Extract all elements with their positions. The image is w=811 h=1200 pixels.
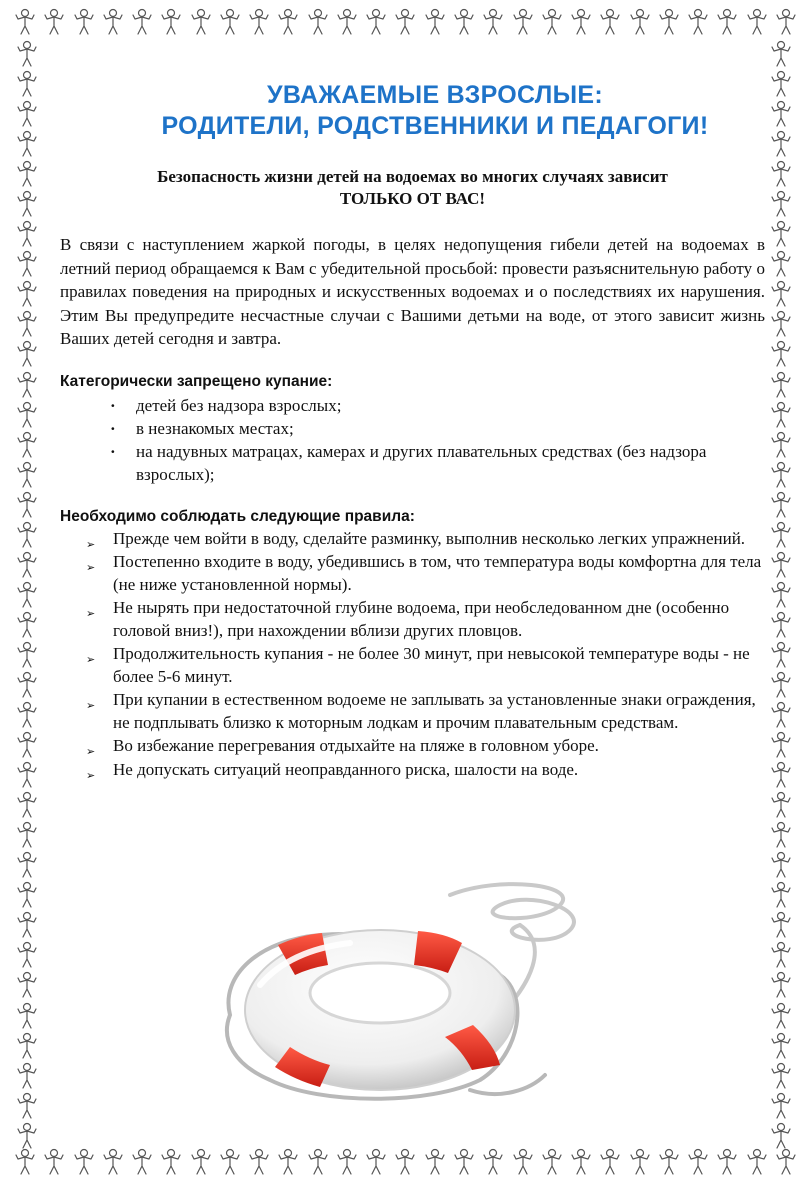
child-figure-icon (482, 1148, 504, 1176)
child-figure-icon (775, 8, 797, 36)
child-figure-icon (16, 1092, 38, 1120)
border-bottom (14, 1148, 797, 1178)
notice-content (60, 80, 765, 782)
child-figure-icon (599, 1148, 621, 1176)
child-figure-icon (770, 941, 792, 969)
rules-heading: Необходимо соблюдать следующие правила: (60, 507, 415, 525)
child-figure-icon (424, 8, 446, 36)
child-figure-icon (512, 1148, 534, 1176)
child-figure-icon (541, 8, 563, 36)
list-item: · в незнакомых местах; (110, 417, 765, 440)
child-figure-icon (336, 8, 358, 36)
child-figure-icon (770, 280, 792, 308)
child-figure-icon (16, 581, 38, 609)
child-figure-icon (102, 8, 124, 36)
child-figure-icon (16, 851, 38, 879)
child-figure-icon (16, 551, 38, 579)
child-figure-icon (14, 8, 36, 36)
child-figure-icon (131, 1148, 153, 1176)
child-figure-icon (394, 1148, 416, 1176)
child-figure-icon (770, 371, 792, 399)
child-figure-icon (770, 911, 792, 939)
list-item-text: При купании в естественном водоеме не заплывать за установленные знаки ограждения, не подплывать близко к моторным лодкам и прочим плавательным средствам. (113, 690, 756, 732)
child-figure-icon (16, 881, 38, 909)
child-figure-icon (770, 190, 792, 218)
child-figure-icon (16, 431, 38, 459)
child-figure-icon (219, 8, 241, 36)
child-figure-icon (248, 1148, 270, 1176)
rules-section (60, 506, 765, 782)
child-figure-icon (629, 1148, 651, 1176)
child-figure-icon (770, 641, 792, 669)
child-figure-icon (770, 551, 792, 579)
child-figure-icon (658, 8, 680, 36)
child-figure-icon (16, 521, 38, 549)
child-figure-icon (16, 100, 38, 128)
arrow-bullet-icon: ➢ (86, 699, 96, 712)
child-figure-icon (770, 971, 792, 999)
list-item (86, 643, 765, 688)
child-figure-icon (16, 611, 38, 639)
list-item (86, 735, 765, 758)
child-figure-icon (770, 310, 792, 338)
child-figure-icon (16, 671, 38, 699)
child-figure-icon (770, 881, 792, 909)
child-figure-icon (770, 821, 792, 849)
arrow-bullet-icon: ➢ (86, 768, 96, 782)
child-figure-icon (770, 220, 792, 248)
child-figure-icon (16, 971, 38, 999)
child-figure-icon (16, 731, 38, 759)
child-figure-icon (336, 1148, 358, 1176)
child-figure-icon (102, 1148, 124, 1176)
child-figure-icon (16, 160, 38, 188)
child-figure-icon (248, 8, 270, 36)
child-figure-icon (629, 8, 651, 36)
list-item-text: Продолжительность купания - не более 30 минут, при невысокой температуре воды - не более 5-6 минут. (113, 644, 750, 686)
child-figure-icon (770, 1032, 792, 1060)
forbidden-heading: Категорически запрещено купание: (60, 372, 333, 390)
child-figure-icon (746, 1148, 768, 1176)
child-figure-icon (16, 401, 38, 429)
forbidden-section (60, 371, 765, 486)
child-figure-icon (770, 40, 792, 68)
subtitle-line-1: Безопасность жизни детей на водоемах во многих случаях зависит (157, 167, 668, 186)
child-figure-icon (770, 581, 792, 609)
child-figure-icon (16, 701, 38, 729)
child-figure-icon (770, 1062, 792, 1090)
list-item-text: Не допускать ситуаций неоправданного риска, шалости на воде. (113, 759, 579, 779)
child-figure-icon (770, 761, 792, 789)
child-figure-icon (770, 701, 792, 729)
lifebuoy-icon (200, 865, 600, 1115)
child-figure-icon (746, 8, 768, 36)
child-figure-icon (775, 1148, 797, 1176)
arrow-bullet-icon: ➢ (86, 745, 96, 758)
child-figure-icon (16, 220, 38, 248)
subtitle-line-2: ТОЛЬКО ОТ ВАС! (339, 189, 486, 208)
child-figure-icon (16, 1062, 38, 1090)
arrow-bullet-icon: ➢ (86, 537, 96, 551)
list-item-text: Прежде чем войти в воду, сделайте разминку, выполнив несколько легких упражнений. (113, 528, 746, 548)
child-figure-icon (16, 941, 38, 969)
child-figure-icon (770, 521, 792, 549)
child-figure-icon (16, 280, 38, 308)
child-figure-icon (277, 8, 299, 36)
child-figure-icon (14, 1148, 36, 1176)
child-figure-icon (453, 1148, 475, 1176)
child-figure-icon (16, 911, 38, 939)
child-figure-icon (716, 8, 738, 36)
forbidden-list (60, 394, 765, 486)
border-top (14, 8, 797, 38)
child-figure-icon (512, 8, 534, 36)
rules-list (60, 528, 765, 782)
child-figure-icon (482, 8, 504, 36)
child-figure-icon (16, 371, 38, 399)
list-item: · на надувных матрацах, камерах и других плавательных средствах (без надзора взрослых); (110, 440, 765, 486)
child-figure-icon (16, 130, 38, 158)
list-item: · детей без надзора взрослых; (110, 394, 765, 417)
child-figure-icon (16, 761, 38, 789)
list-item (86, 528, 765, 551)
title-line-1: УВАЖАЕМЫЕ ВЗРОСЛЫЕ: (267, 81, 603, 109)
list-item (86, 689, 765, 734)
child-figure-icon (770, 491, 792, 519)
child-figure-icon (541, 1148, 563, 1176)
child-figure-icon (16, 491, 38, 519)
child-figure-icon (190, 1148, 212, 1176)
child-figure-icon (16, 821, 38, 849)
child-figure-icon (770, 461, 792, 489)
list-item (86, 597, 765, 642)
child-figure-icon (658, 1148, 680, 1176)
child-figure-icon (770, 731, 792, 759)
child-figure-icon (770, 431, 792, 459)
child-figure-icon (16, 190, 38, 218)
child-figure-icon (307, 1148, 329, 1176)
child-figure-icon (16, 461, 38, 489)
list-item-text: Постепенно входите в воду, убедившись в том, что температура воды комфортна для тела (не ниже установленной нормы). (113, 552, 762, 594)
child-figure-icon (770, 671, 792, 699)
child-figure-icon (277, 1148, 299, 1176)
child-figure-icon (73, 1148, 95, 1176)
list-item (86, 759, 765, 782)
child-figure-icon (687, 8, 709, 36)
child-figure-icon (16, 340, 38, 368)
child-figure-icon (73, 8, 95, 36)
arrow-bullet-icon: ➢ (86, 561, 96, 574)
child-figure-icon (770, 611, 792, 639)
list-item (86, 551, 765, 596)
child-figure-icon (770, 70, 792, 98)
child-figure-icon (570, 1148, 592, 1176)
child-figure-icon (131, 8, 153, 36)
child-figure-icon (16, 250, 38, 278)
child-figure-icon (16, 1122, 38, 1150)
child-figure-icon (770, 250, 792, 278)
child-figure-icon (770, 851, 792, 879)
list-item-text: Во избежание перегревания отдыхайте на пляже в головном уборе. (113, 736, 599, 755)
child-figure-icon (770, 791, 792, 819)
child-figure-icon (687, 1148, 709, 1176)
child-figure-icon (770, 1092, 792, 1120)
child-figure-icon (16, 1032, 38, 1060)
child-figure-icon (770, 160, 792, 188)
intro-paragraph: В связи с наступлением жаркой погоды, в целях недопущения гибели детей на водоемах в летний период обращаемся к Вам с убедительной просьбой: провести разъяснительную работу о правилах поведения на природных и искусственных водоемах и о последствиях их нарушения. Этим Вы предупредите несчастные случаи с Вашими детьми на воде, от этого зависит жизнь Ваших детей сегодня и завтра. (60, 235, 765, 348)
arrow-bullet-icon: ➢ (86, 607, 96, 620)
child-figure-icon (160, 1148, 182, 1176)
child-figure-icon (770, 1002, 792, 1030)
border-left (16, 40, 46, 1150)
list-item-text: Не нырять при недостаточной глубине водоема, при необследованном дне (особенно головой вниз!), при нахождении вблизи других пловцов. (113, 598, 730, 640)
child-figure-icon (394, 8, 416, 36)
child-figure-icon (160, 8, 182, 36)
child-figure-icon (16, 641, 38, 669)
child-figure-icon (16, 791, 38, 819)
child-figure-icon (16, 70, 38, 98)
child-figure-icon (716, 1148, 738, 1176)
page-title (105, 80, 765, 142)
child-figure-icon (190, 8, 212, 36)
child-figure-icon (770, 340, 792, 368)
border-right (770, 40, 800, 1150)
child-figure-icon (365, 1148, 387, 1176)
arrow-bullet-icon: ➢ (86, 653, 96, 666)
child-figure-icon (770, 1122, 792, 1150)
child-figure-icon (16, 1002, 38, 1030)
child-figure-icon (770, 130, 792, 158)
child-figure-icon (770, 100, 792, 128)
child-figure-icon (770, 401, 792, 429)
child-figure-icon (424, 1148, 446, 1176)
child-figure-icon (43, 8, 65, 36)
child-figure-icon (16, 310, 38, 338)
subtitle (60, 166, 765, 210)
child-figure-icon (599, 8, 621, 36)
child-figure-icon (453, 8, 475, 36)
child-figure-icon (365, 8, 387, 36)
child-figure-icon (219, 1148, 241, 1176)
child-figure-icon (570, 8, 592, 36)
child-figure-icon (43, 1148, 65, 1176)
title-line-2: РОДИТЕЛИ, РОДСТВЕННИКИ И ПЕДАГОГИ! (161, 112, 709, 140)
child-figure-icon (16, 40, 38, 68)
child-figure-icon (307, 8, 329, 36)
